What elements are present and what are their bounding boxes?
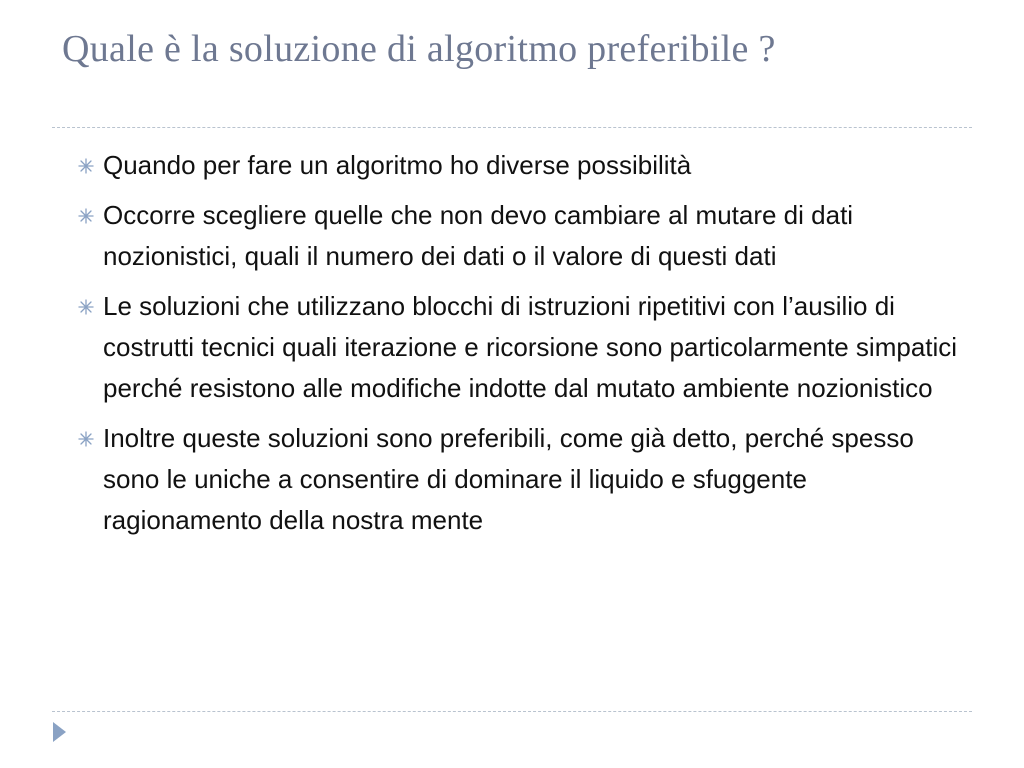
bullet-item [78, 195, 958, 277]
bullet-text: Le soluzioni che utilizzano blocchi di istruzioni ripetitivi con l’ausilio di costrutti tecnici quali iterazione e ricorsione sono particolarmente simpatici perché resistono alle modifiche indotte dal mutato ambiente nozionistico [103, 291, 958, 403]
bullet-list [78, 145, 958, 550]
bullet-text: Inoltre queste soluzioni sono preferibili, come già detto, perché spesso sono le uniche a consentire di dominare il liquido e sfuggente ragionamento della nostra mente [103, 423, 914, 535]
snowflake-bullet-icon [78, 158, 94, 174]
snowflake-bullet-icon [78, 208, 94, 224]
bullet-text: Occorre scegliere quelle che non devo cambiare al mutare di dati nozionistici, quali il numero dei dati o il valore di questi dati [103, 200, 854, 271]
bullet-text: Quando per fare un algoritmo ho diverse possibilità [103, 150, 692, 180]
bullet-item [78, 145, 958, 186]
footer-divider [52, 711, 972, 712]
bullet-item [78, 418, 958, 541]
slide-title: Quale è la soluzione di algoritmo preferibile ? [62, 28, 776, 70]
snowflake-bullet-icon [78, 299, 94, 315]
snowflake-bullet-icon [78, 431, 94, 447]
title-divider [52, 127, 972, 128]
next-arrow-icon[interactable] [53, 722, 66, 742]
bullet-item [78, 286, 958, 409]
